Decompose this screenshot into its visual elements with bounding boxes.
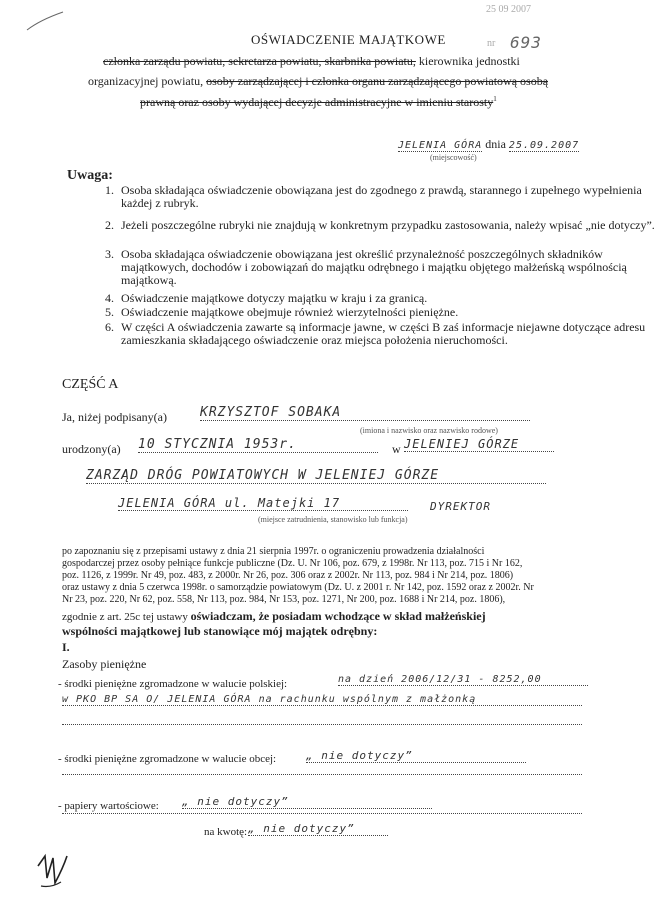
note-number: 3. [105,247,114,261]
note-text: Osoba składająca oświadczenie obowiązana jest określić przynależność poszczególnych składników majątkowych, dochodów i zobowiązań do majątku odrębnego i majątku objętego małżeńską wspólnością majątkową. [121,247,627,287]
header-line-2-start: organizacyjnej powiatu, [88,74,204,88]
note-number: 5. [105,305,114,319]
note-text: Oświadczenie majątkowe dotyczy majątku w kraju i za granicą. [121,291,428,305]
note-number: 4. [105,291,114,305]
header-line-1-struck: członka zarządu powiatu, sekretarza powiatu, skarbnika powiatu, [103,54,416,68]
note-text: Oświadczenie majątkowe obejmuje również wierzytelności pieniężne. [121,305,459,319]
foreign-label: - środki pieniężne zgromadzone w walucie obcej: [58,753,277,765]
note-number: 1. [105,183,114,197]
blank-line [62,773,582,775]
stamp-number: 693 [510,33,542,52]
pln-label: - środki pieniężne zgromadzone w walucie polskiej: [58,678,288,690]
legal-line-6-start: zgodnie z art. 25c tej ustawy [62,611,188,623]
header-line-2 [88,74,548,89]
employer-line-1: ZARZĄD DRÓG POWIATOWYCH W JELENIEJ GÓRZE [86,468,546,484]
blank-line [62,812,582,814]
employer-line-2: JELENIA GÓRA ul. Matejki 17 [118,496,408,511]
amount-label: na kwotę: [204,826,248,838]
header-line-2-struck: osoby zarządzającej i członka organu zarządzającego powiatową osobą [206,74,549,88]
securities-value: „ nie dotyczy” [182,795,432,809]
amount-value: „ nie dotyczy” [248,822,388,836]
note-item [105,247,655,287]
initials-signature [33,848,73,890]
foreign-value: „ nie dotyczy” [306,749,526,763]
date-value: 25.09.2007 [508,140,580,151]
part-a-heading: CZĘŚĆ A [62,377,119,392]
legal-line-3: poz. 1126, z 1999r. Nr 49, poz. 483, z 2000r. Nr 26, poz. 306 oraz z 2002r. Nr 113, poz. 984 i Nr 214, poz. 1806) [62,570,514,581]
note-item [105,305,655,319]
securities-label: - papiery wartościowe: [58,800,159,812]
place-caption: (miejscowość) [430,153,477,162]
legal-line-7: wspólności majątkowej lub stanowiące mój majątek odrębny: [62,624,378,638]
legal-line-2: gospodarczej przez osoby pełniące funkcje publiczne (Dz. U. Nr 106, poz. 679, z 1998r. Nr 113, poz. 715 i Nr 162, [62,558,523,569]
place-date-line [398,137,579,152]
born-place: JELENIEJ GÓRZE [404,437,554,452]
note-number: 6. [105,320,114,334]
legal-line-5: Nr 23, poz. 220, Nr 62, poz. 558, Nr 113, poz. 984, Nr 153, poz. 1271, Nr 200, poz. 1688 i Nr 214, poz. 1806), [62,594,506,605]
corner-scribble [25,10,65,34]
header-line-1 [103,54,520,69]
note-item [105,183,655,210]
date-label: dnia [485,137,506,151]
notes-heading: Uwaga: [67,168,113,183]
born-in-label: w [392,442,401,456]
position-value: DYREKTOR [430,500,491,513]
header-line-3 [140,95,497,110]
pln-value-2: w PKO BP SA O/ JELENIA GÓRA na rachunku wspólnym z małżonką [62,694,582,706]
stamp-date: 25 09 2007 [486,4,531,15]
pln-value-1: na dzień 2006/12/31 - 8252,00 [338,674,588,686]
note-number: 2. [105,218,114,232]
note-item [105,218,655,232]
header-line-1-rest: kierownika jednostki [418,54,520,68]
legal-line-4: oraz ustawy z dnia 5 czerwca 1998r. o samorządzie powiatowym (Dz. U. z 2001 r. Nr 142, poz. 1592 oraz z 2002r. Nr [62,582,534,593]
note-text: Jeżeli poszczególne rubryki nie znajdują w konkretnym przypadku zastosowania, należy wpisać „nie dotyczy”. [121,218,655,232]
name-caption: (imiona i nazwisko oraz nazwisko rodowe) [360,426,498,435]
born-date: 10 STYCZNIA 1953r. [138,437,378,453]
stamp-label: nr [487,38,496,49]
legal-line-6-bold: oświadczam, że posiadam wchodzące w skład małżeńskiej [190,609,486,623]
blank-line [62,723,582,725]
note-item [105,291,655,305]
born-label: urodzony(a) [62,442,121,456]
note-item [105,320,655,347]
employer-caption: (miejsce zatrudnienia, stanowisko lub funkcja) [258,515,408,524]
name-label: Ja, niżej podpisany(a) [62,410,167,424]
place-value: JELENIA GÓRA [398,140,483,151]
note-text: W części A oświadczenia zawarte są informacje jawne, w części B zaś informacje niejawne dotyczące adresu zamieszkania składającego oświadczenie oraz miejsca położenia nieruchomości. [121,320,646,347]
section-roman: I. [62,640,70,654]
document-title: OŚWIADCZENIE MAJĄTKOWE [251,32,446,47]
legal-line-6 [62,609,486,624]
footnote-mark: 1 [493,95,497,103]
legal-line-1: po zapoznaniu się z przepisami ustawy z dnia 21 sierpnia 1997r. o ograniczeniu prowadzenia działalności [62,546,485,557]
name-value: KRZYSZTOF SOBAKA [200,405,530,421]
section-heading: Zasoby pieniężne [62,657,147,671]
header-line-3-struck: prawną oraz osoby wydającej decyzje administracyjne w imieniu starosty [140,95,494,109]
note-text: Osoba składająca oświadczenie obowiązana jest do zgodnego z prawdą, starannego i zupełnego wypełnienia każdej z rubryk. [121,183,642,210]
